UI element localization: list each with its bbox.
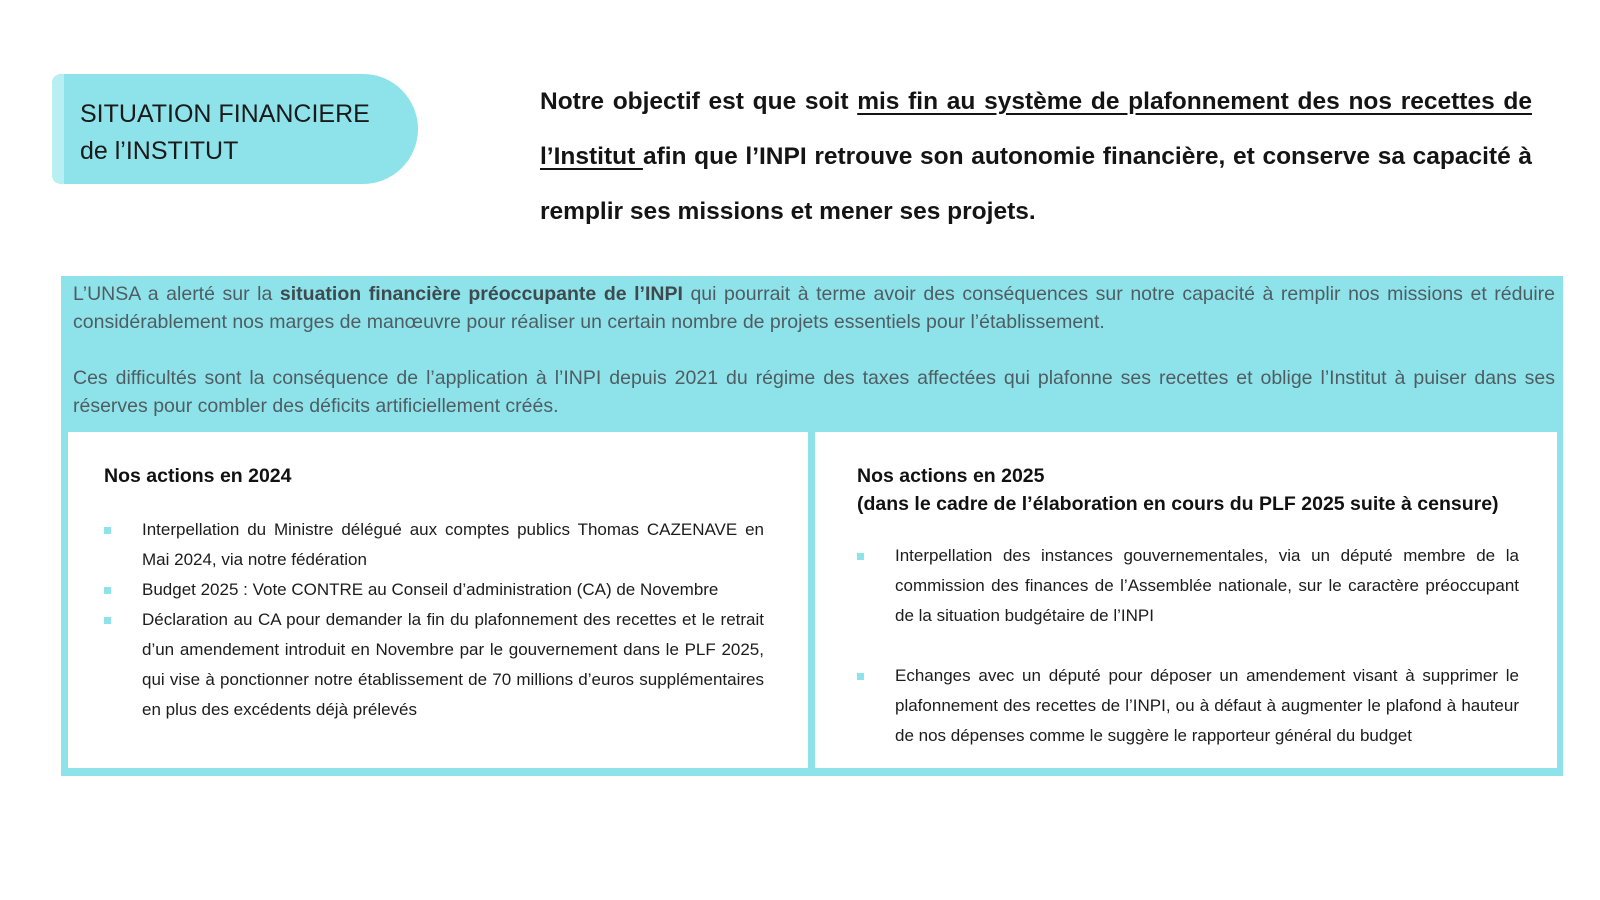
list-item — [104, 515, 764, 575]
section-title-badge — [52, 74, 418, 184]
objective-part-2: afin que l’INPI retrouve son autonomie financière, et conserve sa capacité à remplir ses missions et mener ses projets. — [540, 143, 1532, 225]
list-item-text: Budget 2025 : Vote CONTRE au Conseil d’administration (CA) de Novembre — [142, 580, 719, 599]
actions-2024-heading: Nos actions en 2024 — [104, 465, 292, 487]
actions-2025-box — [815, 432, 1557, 768]
actions-2025-list — [857, 541, 1519, 751]
intro-p1-bold: situation financière préoccupante de l’INPI — [279, 283, 683, 305]
list-item-text: Déclaration au CA pour demander la fin du plafonnement des recettes et le retrait d’un amendement introduit en Novembre par le gouvernement dans le PLF 2025, qui vise à ponctionner notre établissement de 70 millions d’euros supplémentaires en plus des excédents déjà prélevés — [142, 610, 764, 719]
intro-paragraph-1 — [73, 280, 1555, 336]
objective-part-1: Notre objectif est que soit — [540, 88, 858, 115]
list-item — [104, 605, 764, 725]
list-item-text: Interpellation des instances gouvernementales, via un député membre de la commission des finances de l’Assemblée nationale, sur le caractère préoccupant de la situation budgétaire de l’INPI — [895, 546, 1519, 625]
actions-2025-subheading: (dans le cadre de l’élaboration en cours du PLF 2025 suite à censure) — [857, 493, 1499, 515]
intro-p1-start: L’UNSA a alerté sur la — [73, 283, 280, 305]
actions-2025-heading: Nos actions en 2025 — [857, 465, 1045, 487]
intro-paragraph-2: Ces difficultés sont la conséquence de l’application à l’INPI depuis 2021 du régime des taxes affectées qui plafonne ses recettes et oblige l’Institut à puiser dans ses réserves pour combler des déficits artificiellement créés. — [73, 367, 1555, 417]
square-bullet-icon — [104, 617, 111, 624]
list-item — [857, 541, 1519, 631]
list-item — [857, 661, 1519, 751]
objective-underlined: mis fin au système de plafonnement des nos recettes de l’Institut — [540, 88, 1533, 170]
title-line-1: SITUATION FINANCIERE — [80, 100, 370, 128]
square-bullet-icon — [857, 673, 864, 680]
list-item-text: Interpellation du Ministre délégué aux comptes publics Thomas CAZENAVE en Mai 2024, via notre fédération — [142, 520, 764, 569]
actions-2024-box — [68, 432, 808, 768]
intro-text — [73, 280, 1555, 420]
square-bullet-icon — [104, 527, 111, 534]
list-item-text: Echanges avec un député pour déposer un amendement visant à supprimer le plafonnement des recettes de l’INPI, ou à défaut à augmenter le plafond à hauteur de nos dépenses comme le suggère le rapporteur général du budget — [895, 666, 1519, 745]
objective-statement — [540, 74, 1532, 239]
list-item — [104, 575, 764, 605]
square-bullet-icon — [104, 587, 111, 594]
intro-p1-end: qui pourrait à terme avoir des conséquences sur notre capacité à remplir nos missions et réduire considérablement nos marges de manœuvre pour réaliser un certain nombre de projets essentiels pour l’établissement. — [73, 283, 1556, 333]
actions-2024-list — [104, 515, 764, 725]
title-line-2: de l’INSTITUT — [80, 137, 239, 165]
badge-edge — [52, 74, 64, 184]
square-bullet-icon — [857, 553, 864, 560]
